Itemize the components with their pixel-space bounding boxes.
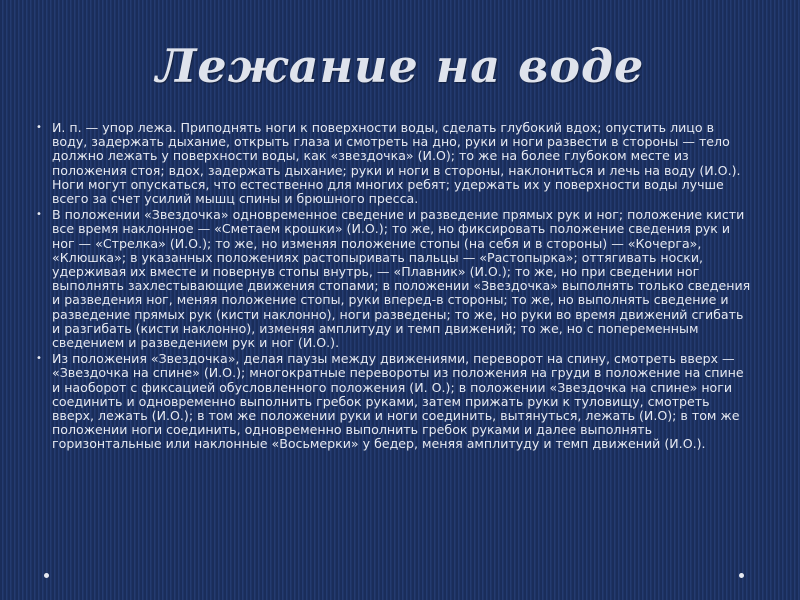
bullet-icon: • bbox=[36, 122, 42, 133]
bullet-icon: • bbox=[36, 209, 42, 221]
list-item bbox=[36, 351, 752, 452]
paragraph-text: И. п. — упор лежа. Приподнять ноги к поверхности воды, сделать глубокий вдох; опустить лицо в воду, задержать дыхание, открыть глаза и смотреть на дно, руки и ноги развести в стороны — тело должно лежать у поверхности воды, как «звездочка» (И.О); то же на более глубоком месте из положения стоя; вдох, задержать дыхание; руки и ноги в стороны, наклониться и лечь на воду (И.О.). Ноги могут опускаться, что естественно для многих ребят; удержать их у поверхности воды лучше всего за счет усилий мышц спины и брюшного пресса. bbox=[52, 120, 741, 207]
list-item bbox=[36, 120, 752, 207]
decorative-dot-icon bbox=[739, 573, 744, 578]
slide-title: Лежание на воде bbox=[155, 39, 645, 93]
paragraph-text: В положении «Звездочка» одновременное сведение и разведение прямых рук и ног; положение кисти все время наклонное — «Сметаем крошки» (И.О.); то же, но фиксировать положение сведения рук и ног — «Стрелка» (И.О.); то же, но изменяя положение стопы (на себя и в стороны) — «Кочерга», «Клюшка»; в указанных положениях растопыривать пальцы — «Растопырка»; оттягивать носки, удерживая их вместе и повернув стопы внутрь, — «Плавник» (И.О.); то же, но при сведении ног выполнять захлестывающие движения стопами; в положении «Звездочка» выполнять только сведения и разведения ног, меняя положение стопы, руки вперед-в стороны; то же, но выполнять сведение и разведение прямых рук (кисти наклонно), ноги разведены; то же, но руки во время движений сгибать и разгибать (кисти наклонно), изменяя амплитуду и темп движений; то же, но с попеременным сведением и разведением рук и ног (И.О.). bbox=[52, 207, 751, 351]
decorative-dot-icon bbox=[44, 573, 49, 578]
bullet-icon: • bbox=[36, 353, 42, 365]
slide-body-list bbox=[36, 120, 752, 454]
list-item bbox=[36, 207, 752, 351]
paragraph-text: Из положения «Звездочка», делая паузы между движениями, переворот на спину, смотреть вверх — «Звездочка на спине» (И.О.); многократные перевороты из положения на груди в положение на спине и наоборот с фиксацией обусловленного положения (И. О.); в положении «Звездочка на спине» ноги соединить и одновременно выполнить гребок руками, затем прижать руки к туловищу, смотреть вверх, лежать (И.О.); в том же положении руки и ноги соединить, вытянуться, лежать (И.О); в том же положении ноги соединить, одновременно выполнить гребок руками и далее выполнять горизонтальные или наклонные «Восьмерки» у бедер, меняя амплитуду и темп движений (И.О.). bbox=[52, 351, 744, 452]
